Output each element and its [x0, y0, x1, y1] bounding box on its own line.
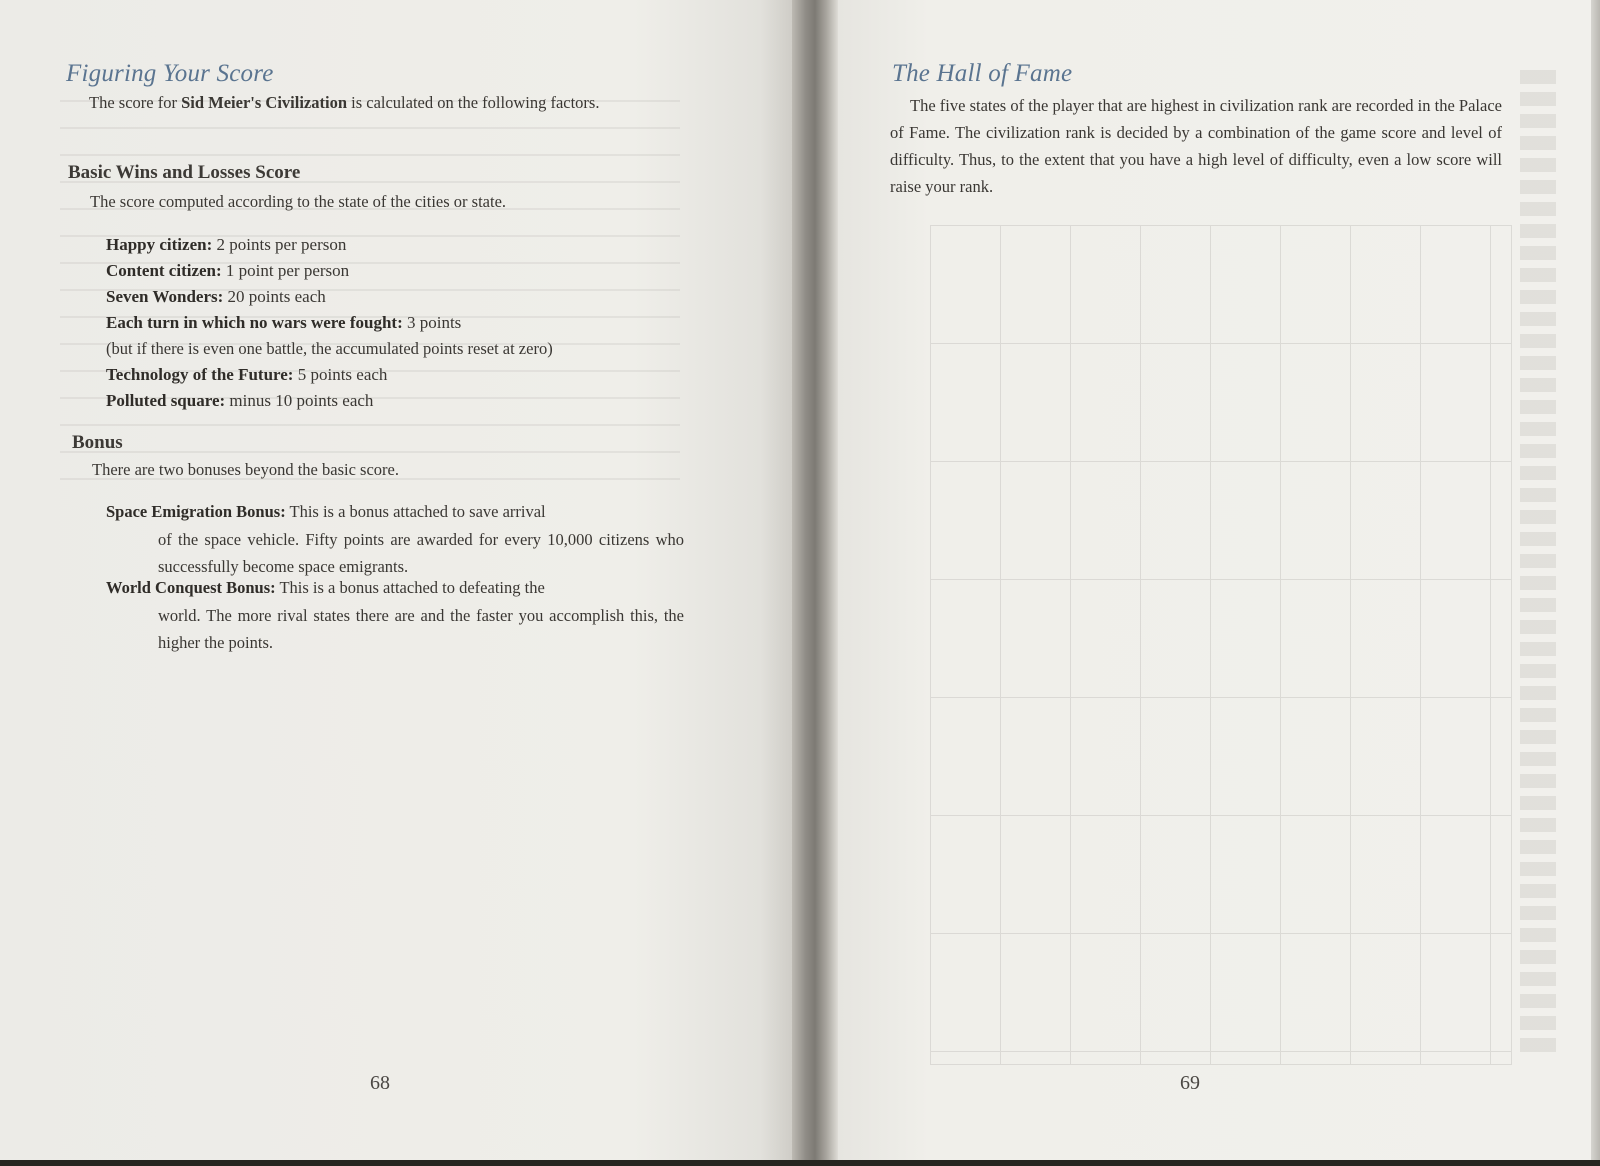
- scan-bottom-edge: [0, 1160, 1600, 1166]
- score-factor: Each turn in which no wars were fought: 3 points: [106, 313, 462, 332]
- score-intro: [68, 89, 680, 116]
- basic-score-heading: Basic Wins and Losses Score: [68, 162, 301, 183]
- right-page: [838, 0, 1600, 1160]
- hall-of-fame-text: The five states of the player that are highest in civilization rank are recorded in the Palace of Fame. The civilization rank is decided by a combination of the game score and level of difficulty. Thus, to the extent that you have a high level of difficulty, even a low score will raise your rank.: [890, 96, 1502, 196]
- basic-score-text: The score computed according to the state of the cities or state.: [90, 192, 507, 211]
- hall-of-fame-heading: The Hall of Fame: [892, 60, 1073, 87]
- score-factor: Polluted square: minus 10 points each: [106, 391, 374, 410]
- score-factor-note: (but if there is even one battle, the accumulated points reset at zero): [106, 339, 553, 358]
- page-number-left: 68: [370, 1072, 390, 1094]
- score-factor: Seven Wonders: 20 points each: [106, 287, 326, 306]
- score-factor-list: [106, 232, 706, 414]
- world-conquest-bonus: World Conquest Bonus: This is a bonus attached to defeating the world. The more rival states there are and the faster you accomplish this, the higher the points.: [106, 578, 684, 652]
- left-page: [0, 0, 792, 1160]
- game-title: Sid Meier's Civilization: [181, 93, 347, 112]
- score-factor: Happy citizen: 2 points per person: [106, 235, 347, 254]
- bonus-text: There are two bonuses beyond the basic score.: [92, 460, 399, 479]
- bonus-heading: Bonus: [72, 432, 123, 453]
- show-through-table: [930, 225, 1512, 1065]
- intro-before: The score for: [89, 93, 182, 112]
- page-edge: [1591, 0, 1600, 1160]
- space-emigration-bonus: Space Emigration Bonus: This is a bonus attached to save arrival of the space vehicle. Fifty points are awarded for every 10,000 citizens who successfully become space emigrants.: [106, 502, 684, 576]
- show-through-spine: [1520, 70, 1556, 1060]
- intro-after: is calculated on the following factors.: [347, 93, 600, 112]
- book-gutter: [792, 0, 838, 1160]
- score-factor: Content citizen: 1 point per person: [106, 261, 350, 280]
- page-number-right: 69: [1180, 1072, 1200, 1094]
- figuring-score-heading: Figuring Your Score: [66, 60, 274, 87]
- score-factor: Technology of the Future: 5 points each: [106, 365, 388, 384]
